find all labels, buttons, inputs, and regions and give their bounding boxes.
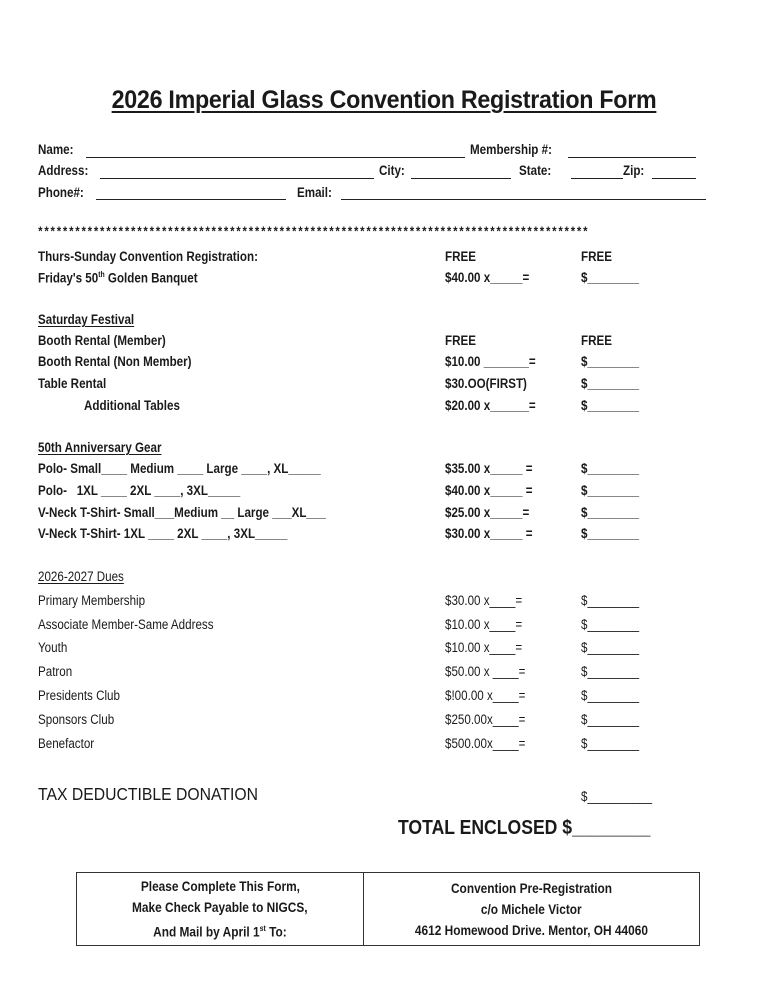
address-line-3: 4612 Homewood Drive. Mentor, OH 44060 [414,922,649,938]
banquet-label-text: Friday's 50 [38,270,99,286]
city-label: City: [379,163,405,178]
anniversary-gear-heading: 50th Anniversary Gear [38,440,162,455]
address-line-1: Convention Pre-Registration [450,880,613,896]
page-title-text: 2026 Imperial Glass Convention Registration Form [111,86,657,114]
total-enclosed [398,817,650,840]
dues-heading: 2026-2027 Dues [38,569,124,584]
state-label: State: [519,163,552,178]
dues-patron-total[interactable]: $________ [581,664,640,679]
dues-associate-label: Associate Member-Same Address [38,617,214,632]
table-rental-total[interactable]: $________ [581,376,640,391]
instruction-line-1: Please Complete This Form, [140,878,300,894]
polo-1xl-3xl-label[interactable]: Polo- 1XL ____ 2XL ____, 3XL_____ [38,483,241,498]
vneck-small-xl-price[interactable]: $25.00 x_____= [445,505,530,520]
banquet-label [38,270,198,286]
instruction-line-3-sup: st [259,923,266,933]
mailing-instructions [77,873,364,945]
phone-label: Phone#: [38,185,84,200]
state-field[interactable] [571,178,623,179]
dues-patron-label: Patron [38,664,73,679]
mailing-instructions-box [76,872,700,946]
mailing-address [364,873,699,945]
city-field[interactable] [411,178,511,179]
email-field[interactable] [341,199,706,200]
dues-primary-total[interactable]: $________ [581,593,640,608]
dues-benefactor-price[interactable]: $500.00x____= [445,736,526,751]
separator: ***************************************************************************************** [37,225,589,240]
dues-sponsors-label: Sponsors Club [38,712,115,727]
address-field[interactable] [100,178,374,179]
instruction-line-2: Make Check Payable to NIGCS, [132,899,308,915]
additional-tables-price[interactable]: $20.00 x______= [445,398,536,413]
banquet-label-rest: Golden Banquet [104,270,198,286]
booth-nonmember-total[interactable]: $________ [581,354,640,369]
phone-field[interactable] [96,199,286,200]
dues-associate-total[interactable]: $________ [581,617,640,632]
polo-1xl-3xl-price[interactable]: $40.00 x_____ = [445,483,533,498]
dues-primary-price[interactable]: $30.00 x____= [445,593,523,608]
dues-presidents-label: Presidents Club [38,688,120,703]
membership-label: Membership #: [470,142,552,157]
instruction-line-3-rest: To: [265,924,287,940]
convention-registration-price: FREE [445,249,476,264]
donation-label: TAX DEDUCTIBLE DONATION [38,784,258,804]
donation-field[interactable]: $__________ [581,789,653,804]
instruction-line-3-text: And Mail by April 1 [153,924,260,940]
vneck-1xl-3xl-total[interactable]: $________ [581,526,640,541]
dues-patron-price[interactable]: $50.00 x ____= [445,664,526,679]
dues-youth-total[interactable]: $________ [581,640,640,655]
vneck-1xl-3xl-price[interactable]: $30.00 x_____ = [445,526,533,541]
instruction-line-3 [153,918,287,943]
booth-member-total: FREE [581,333,612,348]
zip-field[interactable] [652,178,696,179]
polo-small-xl-price[interactable]: $35.00 x_____ = [445,461,533,476]
dues-associate-price[interactable]: $10.00 x____= [445,617,523,632]
membership-field[interactable] [568,157,696,158]
convention-registration-label: Thurs-Sunday Convention Registration: [38,249,258,264]
polo-1xl-3xl-total[interactable]: $________ [581,483,640,498]
dues-benefactor-total[interactable]: $________ [581,736,640,751]
banquet-price[interactable]: $40.00 x_____= [445,270,530,285]
address-label: Address: [38,163,89,178]
vneck-small-xl-label[interactable]: V-Neck T-Shirt- Small___Medium __ Large ___XL___ [38,505,326,520]
booth-nonmember-price[interactable]: $10.00 _______= [445,354,536,369]
booth-member-price: FREE [445,333,476,348]
dues-presidents-total[interactable]: $________ [581,688,640,703]
address-line-2: c/o Michele Victor [481,901,582,917]
booth-nonmember-label: Booth Rental (Non Member) [38,354,192,369]
additional-tables-total[interactable]: $________ [581,398,640,413]
total-enclosed-field[interactable]: ________ [572,817,651,839]
banquet-label-sup: th [98,270,105,279]
polo-small-xl-total[interactable]: $________ [581,461,640,476]
additional-tables-label: Additional Tables [84,398,180,413]
total-enclosed-label: TOTAL ENCLOSED $ [398,817,573,839]
vneck-1xl-3xl-label[interactable]: V-Neck T-Shirt- 1XL ____ 2XL ____, 3XL_____ [38,526,288,541]
name-field[interactable] [86,157,465,158]
page-title [27,86,741,115]
name-label: Name: [38,142,74,157]
table-rental-price: $30.OO(FIRST) [445,376,527,391]
banquet-total[interactable]: $________ [581,270,640,285]
dues-benefactor-label: Benefactor [38,736,95,751]
polo-small-xl-label[interactable]: Polo- Small____ Medium ____ Large ____, XL_____ [38,461,321,476]
dues-sponsors-total[interactable]: $________ [581,712,640,727]
vneck-small-xl-total[interactable]: $________ [581,505,640,520]
saturday-festival-heading: Saturday Festival [38,312,135,327]
convention-registration-total: FREE [581,249,612,264]
dues-sponsors-price[interactable]: $250.00x____= [445,712,526,727]
dues-youth-price[interactable]: $10.00 x____= [445,640,523,655]
dues-primary-label: Primary Membership [38,593,146,608]
dues-presidents-price[interactable]: $!00.00 x____= [445,688,526,703]
zip-label: Zip: [623,163,645,178]
dues-youth-label: Youth [38,640,68,655]
email-label: Email: [297,185,332,200]
table-rental-label: Table Rental [38,376,107,391]
booth-member-label: Booth Rental (Member) [38,333,166,348]
